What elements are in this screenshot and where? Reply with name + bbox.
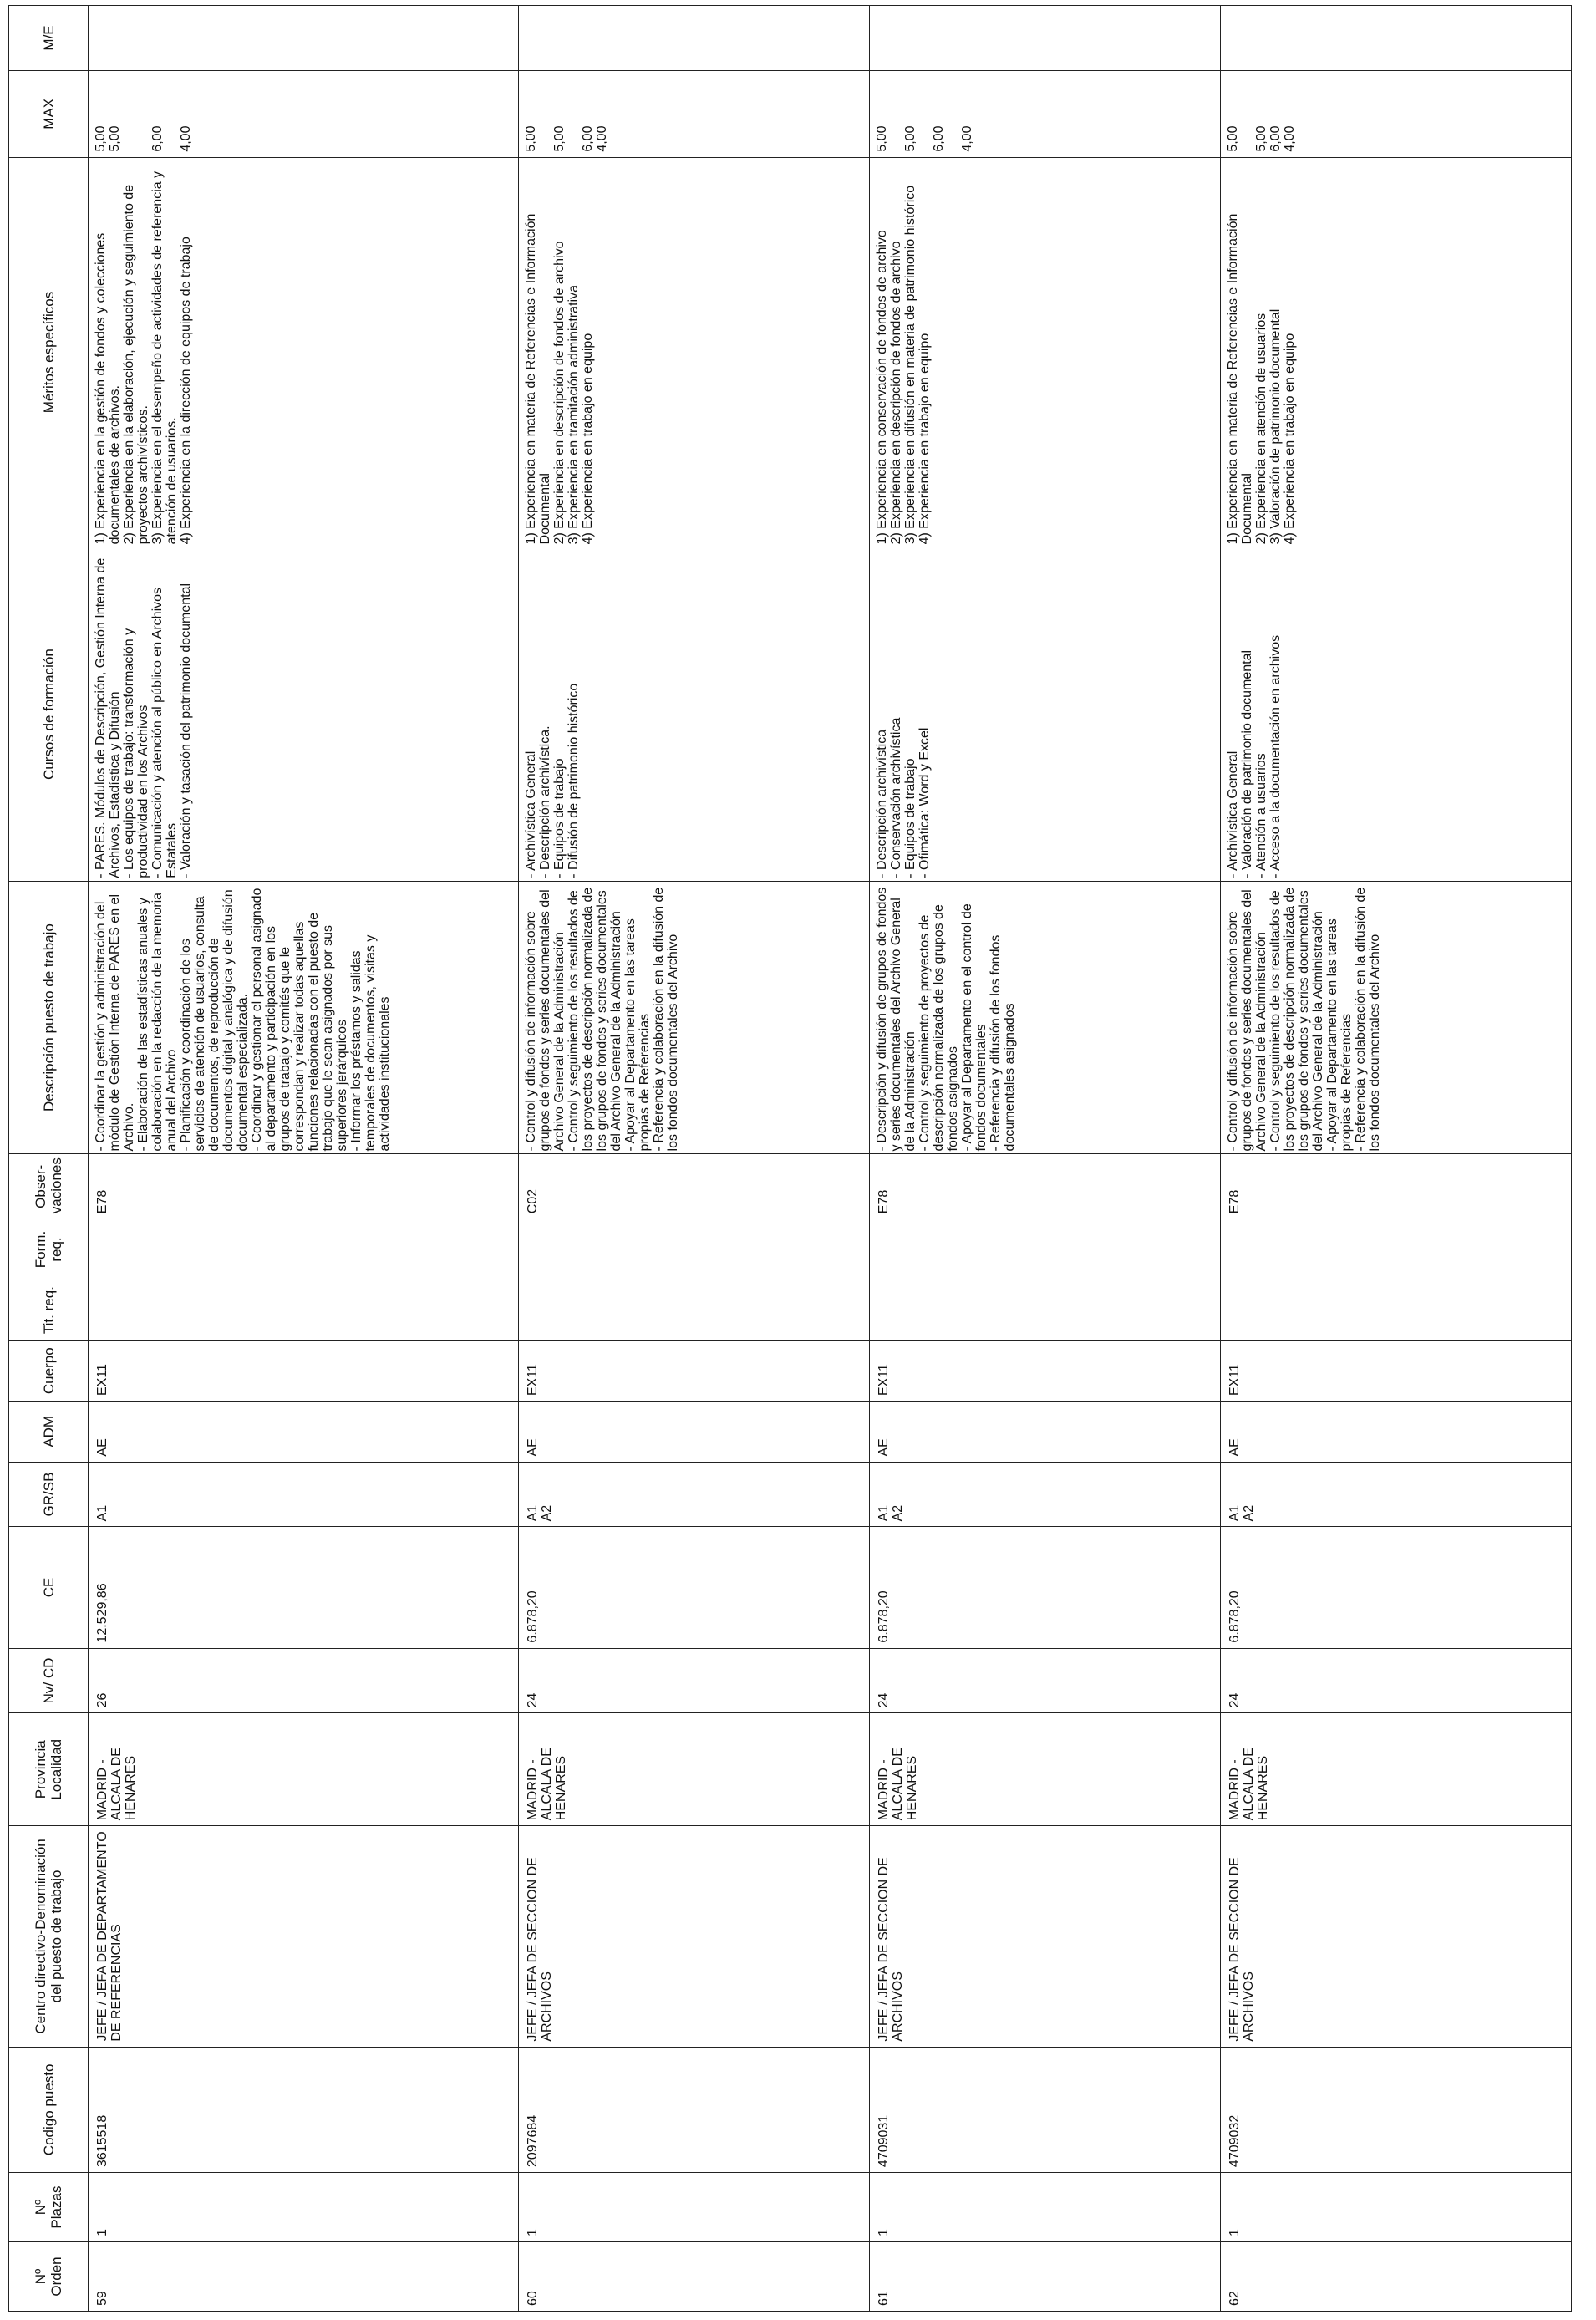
col-header-orden: Nº Orden — [9, 2242, 89, 2312]
cell-adm: AE — [870, 1402, 1221, 1463]
cell-adm: AE — [1221, 1402, 1572, 1463]
cell-provincia: MADRID - ALCALA DE HENARES — [519, 1713, 870, 1826]
col-header-max: MAX — [9, 70, 89, 157]
cell-form — [519, 1219, 870, 1280]
cell-meritos: 1) Experiencia en materia de Referencias e Información Documental 2) Experiencia en atención de usuarios 3) Valoración de patrimonio documental 4) Experiencia en trabajo en equipo — [1221, 157, 1572, 547]
header-row — [9, 6, 89, 2312]
col-header-descripcion: Descripción puesto de trabajo — [9, 881, 89, 1154]
col-header-form: Form. req. — [9, 1219, 89, 1280]
cell-centro: JEFE / JEFA DE DEPARTAMENTO DE REFERENCIAS — [89, 1826, 519, 2047]
cell-centro: JEFE / JEFA DE SECCION DE ARCHIVOS — [870, 1826, 1221, 2047]
cell-form — [89, 1219, 519, 1280]
cell-provincia: MADRID - ALCALA DE HENARES — [870, 1713, 1221, 1826]
cell-grupo: A1 A2 — [870, 1462, 1221, 1527]
cell-me — [519, 6, 870, 71]
cell-plazas: 1 — [1221, 2173, 1572, 2242]
cell-plazas: 1 — [519, 2173, 870, 2242]
cell-nivel: 24 — [519, 1648, 870, 1713]
cell-tit — [870, 1280, 1221, 1341]
cell-adm: AE — [89, 1402, 519, 1463]
cell-me — [870, 6, 1221, 71]
cell-tit — [89, 1280, 519, 1341]
col-header-provincia: Provincia Localidad — [9, 1713, 89, 1826]
cell-tit — [519, 1280, 870, 1341]
col-header-obs: Obser-vaciones — [9, 1154, 89, 1219]
cell-descripcion: - Coordinar la gestión y administración del módulo de Gestión Interna de PARES en el Archivo. - Elaboración de las estadísticas anuales y colaboración en la redacción de la memoria anual del Archivo - Planificación y coordinación de los servicios de atención de usuarios, consulta de documentos, de reproducción de documentos digital y analógica y de difusión documental especializada. - Coordinar y gestionar el personal asignado al departamento y participación en los grupos de trabajo y comités que le correspondan y realizar todas aquellas funciones relacionadas con el puesto de trabajo que le sean asignados por sus superiores jerárquicos - Informar los préstamos y salidas temporales de documentos, visitas y actividades institucionales — [89, 881, 519, 1154]
cell-provincia: MADRID - ALCALA DE HENARES — [1221, 1713, 1572, 1826]
cell-codigo: 2097684 — [519, 2047, 870, 2172]
cell-max: 5,00 5,00 6,00 4,00 — [870, 70, 1221, 157]
cell-obs: E78 — [89, 1154, 519, 1219]
cell-meritos: 1) Experiencia en la gestión de fondos y colecciones documentales de archivos. 2) Experiencia en la elaboración, ejecución y seguimiento de proyectos archivísticos. 3) Experiencia en el desempeño de actividades de referencia y atención de usuarios. 4) Experiencia en la dirección de equipos de trabajo — [89, 157, 519, 547]
cell-descripcion: - Control y difusión de información sobre grupos de fondos y series documentales del Archivo General de la Administración - Control y seguimiento de los resultados de los proyectos de descripción normalizada de los grupos de fondos y series documentales del Archivo General de la Administración - Apoyar al Departamento en las tareas propias de Referencias - Referencia y colaboración en la difusión de los fondos documentales del Archivo — [1221, 881, 1572, 1154]
col-header-cursos: Cursos de formación — [9, 547, 89, 881]
col-header-codigo: Codigo puesto — [9, 2047, 89, 2172]
cell-tit — [1221, 1280, 1572, 1341]
rotated-table-container — [8, 5, 1504, 2312]
cell-cuerpo: EX11 — [870, 1341, 1221, 1402]
cell-cursos: - Archivística General - Descripción archivística. - Equipos de trabajo - Difusión de patrimonio histórico — [519, 547, 870, 881]
cell-max: 5,00 5,00 6,00 4,00 — [1221, 70, 1572, 157]
cell-ce: 6.878,20 — [870, 1527, 1221, 1648]
cell-cursos: - Descripción archivística - Conservación archivística - Equipos de trabajo - Ofimática: Word y Excel — [870, 547, 1221, 881]
cell-plazas: 1 — [870, 2173, 1221, 2242]
cell-provincia: MADRID - ALCALA DE HENARES — [89, 1713, 519, 1826]
cell-nivel: 26 — [89, 1648, 519, 1713]
cell-meritos: 1) Experiencia en materia de Referencias e Información Documental 2) Experiencia en descripción de fondos de archivo 3) Experiencia en tramitación administrativa 4) Experiencia en trabajo en equipo — [519, 157, 870, 547]
col-header-grupo: GR/SB — [9, 1462, 89, 1527]
cell-ce: 6.878,20 — [1221, 1527, 1572, 1648]
cell-cuerpo: EX11 — [1221, 1341, 1572, 1402]
cell-codigo: 3615518 — [89, 2047, 519, 2172]
cell-form — [870, 1219, 1221, 1280]
col-header-tit: Tit. req. — [9, 1280, 89, 1341]
cell-cursos: - PARES. Módulos de Descripción, Gestión Interna de Archivos, Estadística y Difusión - Los equipos de trabajo: transformación y productividad en los Archivos - Comunicación y atención al público en Archivos Estatales - Valoración y tasación del patrimonio documental — [89, 547, 519, 881]
cell-cursos: - Archivística General - Valoración de patrimonio documental - Atención a usuarios - Acceso a la documentación en archivos — [1221, 547, 1572, 881]
col-header-ce: CE — [9, 1527, 89, 1648]
col-header-meritos: Méritos específicos — [9, 157, 89, 547]
job-positions-table — [8, 5, 1572, 2312]
cell-obs: E78 — [1221, 1154, 1572, 1219]
cell-orden: 59 — [89, 2242, 519, 2312]
cell-max: 5,00 5,00 6,00 4,00 — [89, 70, 519, 157]
cell-cuerpo: EX11 — [89, 1341, 519, 1402]
cell-me — [1221, 6, 1572, 71]
col-header-nivel: Nv/ CD — [9, 1648, 89, 1713]
cell-orden: 60 — [519, 2242, 870, 2312]
cell-centro: JEFE / JEFA DE SECCION DE ARCHIVOS — [1221, 1826, 1572, 2047]
cell-obs: E78 — [870, 1154, 1221, 1219]
cell-grupo: A1 A2 — [1221, 1462, 1572, 1527]
cell-orden: 62 — [1221, 2242, 1572, 2312]
cell-descripcion: - Descripción y difusión de grupos de fondos y series documentales del Archivo General de la Administración - Control y seguimiento de proyectos de descripción normalizada de los grupos de fondos asignados - Apoyar al Departamento en el control de fondos documentales - Referencia y difusión de los fondos documentales asignados — [870, 881, 1221, 1154]
table-row — [1221, 6, 1572, 2312]
col-header-cuerpo: Cuerpo — [9, 1341, 89, 1402]
table-row — [89, 6, 519, 2312]
cell-me — [89, 6, 519, 71]
cell-meritos: 1) Experiencia en conservación de fondos de archivo 2) Experiencia en descripción de fondos de archivo 3) Experiencia en difusión en materia de patrimonio histórico 4) Experiencia en trabajo en equipo — [870, 157, 1221, 547]
table-row — [870, 6, 1221, 2312]
cell-obs: C02 — [519, 1154, 870, 1219]
cell-codigo: 4709032 — [1221, 2047, 1572, 2172]
cell-nivel: 24 — [1221, 1648, 1572, 1713]
cell-orden: 61 — [870, 2242, 1221, 2312]
cell-codigo: 4709031 — [870, 2047, 1221, 2172]
cell-adm: AE — [519, 1402, 870, 1463]
cell-nivel: 24 — [870, 1648, 1221, 1713]
cell-form — [1221, 1219, 1572, 1280]
col-header-me: M/E — [9, 6, 89, 71]
cell-grupo: A1 — [89, 1462, 519, 1527]
cell-descripcion: - Control y difusión de información sobre grupos de fondos y series documentales del Archivo General de la Administración - Control y seguimiento de los resultados de los proyectos de descripción normalizada de los grupos de fondos y series documentales del Archivo General de la Administración - Apoyar al Departamento en las tareas propias de Referencias - Referencia y colaboración en la difusión de los fondos documentales del Archivo — [519, 881, 870, 1154]
col-header-centro: Centro directivo-Denominación del puesto de trabajo — [9, 1826, 89, 2047]
cell-centro: JEFE / JEFA DE SECCION DE ARCHIVOS — [519, 1826, 870, 2047]
table-row — [519, 6, 870, 2312]
col-header-adm: ADM — [9, 1402, 89, 1463]
cell-cuerpo: EX11 — [519, 1341, 870, 1402]
cell-grupo: A1 A2 — [519, 1462, 870, 1527]
col-header-plazas: Nº Plazas — [9, 2173, 89, 2242]
cell-plazas: 1 — [89, 2173, 519, 2242]
cell-ce: 6.878,20 — [519, 1527, 870, 1648]
cell-max: 5,00 5,00 6,00 4,00 — [519, 70, 870, 157]
cell-ce: 12.529,86 — [89, 1527, 519, 1648]
